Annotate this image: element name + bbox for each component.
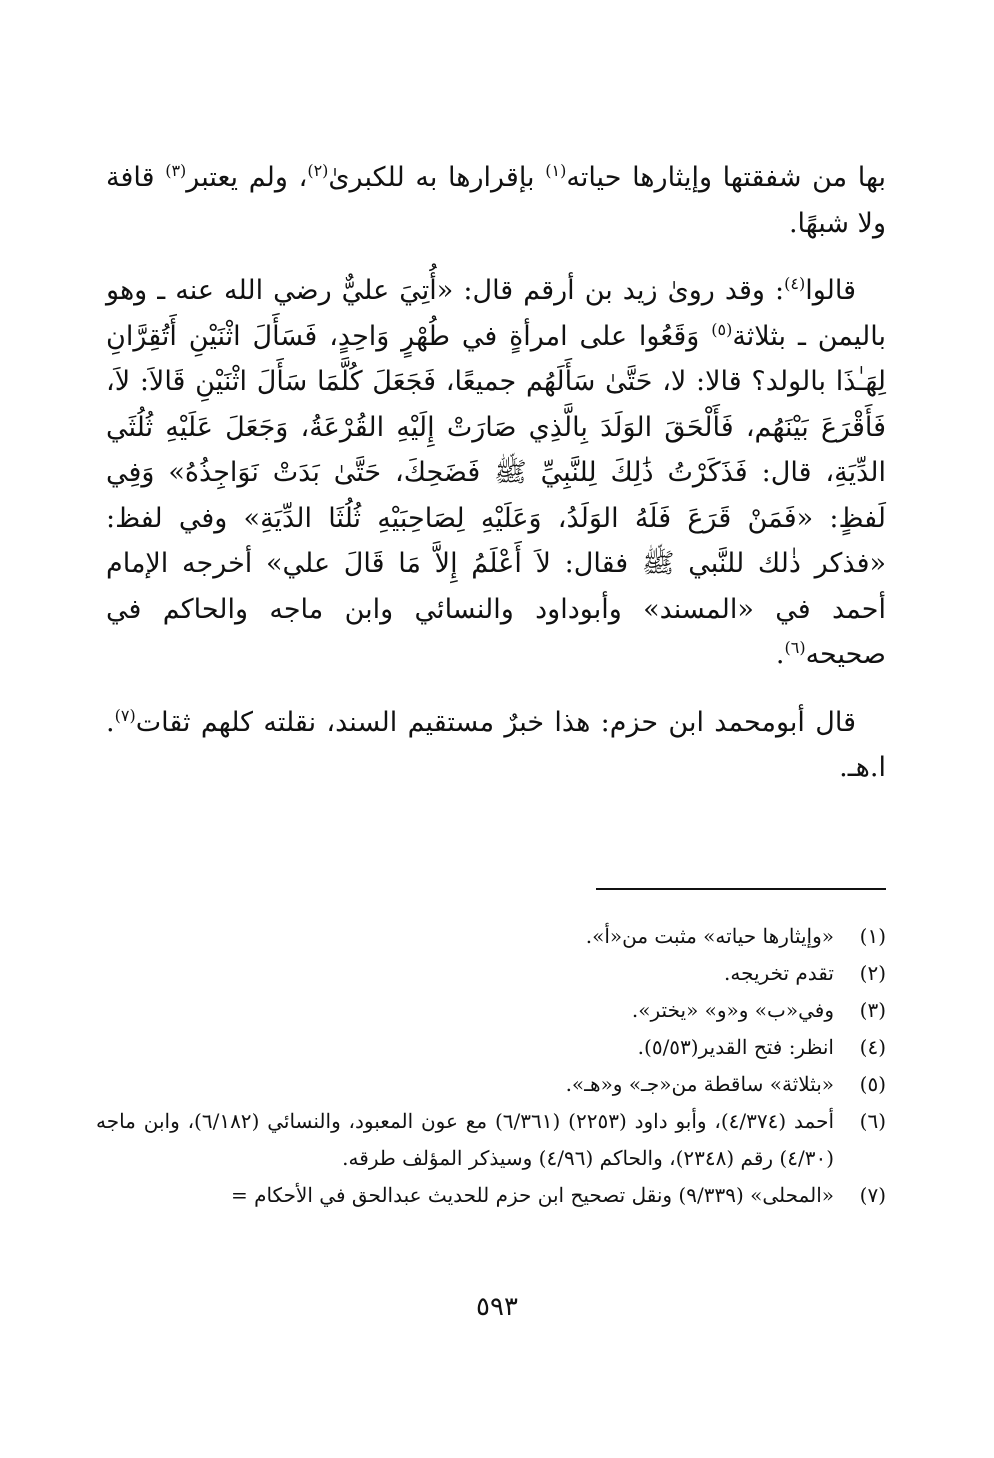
main-text [106,155,886,813]
footnote-marker: (٦) [784,638,806,657]
text-segment: : وقد روىٰ زيد بن أرقم قال: «أُتِيَ عليٌّ رضي الله عنه ـ وهو باليمن ـ بثلاثة [106,275,886,352]
footnote-number: (١) [859,924,886,948]
footnote-text: أحمد (٤/٣٧٤)، وأبو داود (٢٢٥٣) (٦/٣٦١) مع عون المعبود، والنسائي (٦/١٨٢)، وابن ماجه (٤/٣٠) رقم (٢٣٤٨)، والحاكم (٤/٩٦) وسيذكر المؤلف طرقه. [96,1109,835,1170]
footnote-text: وفي«ب» و«و» «يختر». [631,998,834,1022]
footnote-5 [96,1066,886,1103]
footnote-1 [96,918,886,955]
footnote-number: (٧) [859,1183,886,1207]
footnote-marker: (٥) [711,319,733,339]
footnote-marker: (٤) [784,274,806,293]
text-segment: بإقرارها به للكبرىٰ [328,162,546,193]
text-segment: . ا.هـ. [106,706,886,783]
text-segment: قال أبومحمد ابن حزم: هذا خبرٌ مستقيم السند، نقلته كلهم ثقات [135,706,856,738]
page-number: ٥٩٣ [476,1292,518,1322]
footnote-marker: (١) [545,161,567,180]
footnote-text: «المحلى» (٩/٣٣٩) ونقل تصحيح ابن حزم للحديث عبدالحق في الأحكام = [230,1183,834,1207]
footnote-text: «بثلاثة» ساقطة من«جـ» و«هـ». [565,1072,834,1096]
footnote-separator [596,888,886,890]
paragraph-2 [106,268,886,678]
footnote-text: «وإيثارها حياته» مثبت من«أ». [585,924,834,948]
text-segment: وَقَعُوا على امرأةٍ في طُهْرٍ وَاحِدٍ، فَسَأَلَ اثْنَيْنِ أَتُقِرَّانِ لِهَـٰذَا بالولد؟ قالا: لا، حَتَّىٰ سَأَلَهُم جميعًا، فَجَعَلَ كُلَّمَا سَأَلَ اثْنَيْنِ قَالاَ: لاَ، فَأَقْرَعَ بَيْنَهُم، فَأَلْحَقَ الوَلَدَ بِالَّذِي صَارَتْ إِلَيْهِ القُرْعَةُ، وَجَعَلَ عَلَيْهِ ثُلُثَي الدِّيَةِ، قال: فَذَكَرْتُ ذَٰلِكَ لِلنَّبِيِّ ﷺ فَضَحِكَ، حَتَّىٰ بَدَتْ نَوَاجِذُهُ» وَفِي لَفظٍ: «فَمَنْ قَرَعَ فَلَهُ الوَلَدُ، وَعَلَيْهِ لِصَاحِبَيْهِ ثُلُثَا الدِّيَةِ» وفي لفظ: «فذكر ذٰلك للنَّبي ﷺ فقال: لاَ أَعْلَمُ إِلاَّ مَا قَالَ علي» أخرجه الإمام أحمد في «المسند» وأبوداود والنسائي وابن ماجه والحاكم في صحيحه [106,320,886,670]
footnote-text: تقدم تخريجه. [724,961,834,985]
footnote-text: انظر: فتح القدير(٥/٥٣). [637,1035,834,1059]
footnote-2 [96,955,886,992]
footnote-4 [96,1029,886,1066]
text-segment: ، ولم يعتبر [186,162,308,193]
footnote-number: (٢) [859,961,886,985]
footnote-number: (٤) [859,1035,886,1059]
footnote-number: (٣) [859,998,886,1022]
footnote-3 [96,992,886,1029]
footnote-6 [96,1103,886,1177]
paragraph-1 [106,155,886,246]
footnote-7 [96,1177,886,1214]
footnotes [96,918,886,1214]
text-segment: بها من شفقتها وإيثارها حياته [566,162,886,193]
text-segment: . [775,639,785,670]
text-segment: قالوا [805,275,856,306]
text-segment: قافة ولا شبهًا. [106,162,886,239]
footnote-number: (٦) [859,1109,886,1133]
paragraph-3 [106,700,886,791]
footnote-marker: (٢) [307,161,329,180]
footnote-marker: (٧) [114,705,136,725]
footnote-marker: (٣) [165,161,187,180]
footnote-number: (٥) [859,1072,886,1096]
